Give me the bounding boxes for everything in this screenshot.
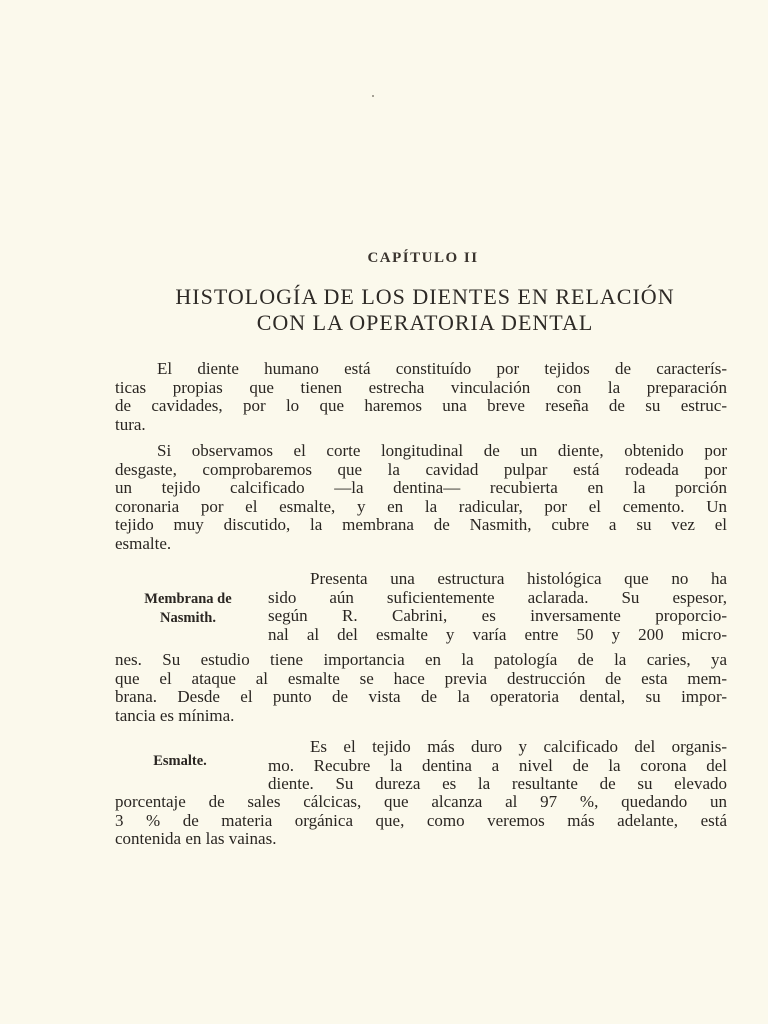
paragraph-line: El diente humano está constituído por tejidos de caracterís- (157, 359, 727, 378)
marginal-heading-nasmith (118, 590, 258, 628)
paragraph-line: sido aún suficientemente aclarada. Su espesor, (268, 587, 727, 607)
paragraph-line: 3 % de materia orgánica que, como veremos más adelante, está (115, 810, 727, 830)
chapter-title-line-2: CON LA OPERATORIA DENTAL (256, 310, 594, 335)
paragraph-line: brana. Desde el punto de vista de la operatoria dental, su impor- (115, 687, 727, 706)
paragraph-line: Presenta una estructura histológica que no ha (310, 569, 727, 588)
paragraph-line: tancia es mínima. (115, 705, 235, 725)
paragraph-line: que el ataque al esmalte se hace previa destrucción de esta mem- (115, 668, 727, 688)
paragraph-longitudinal-cut (115, 442, 727, 553)
paragraph-line: según R. Cabrini, es inversamente proporcio- (268, 606, 727, 625)
paragraph-line: nal al del esmalte y varía entre 50 y 200 micro- (268, 624, 727, 644)
paragraph-line: nes. Su estudio tiene importancia en la patología de la caries, ya (115, 650, 727, 669)
paragraph-nasmith-top (268, 570, 727, 644)
paragraph-line: un tejido calcificado —la dentina— recubierta en la porción (115, 478, 727, 497)
paragraph-line: tejido muy discutido, la membrana de Nasmith, cubre a su vez el (115, 515, 727, 534)
paragraph-intro (115, 360, 727, 434)
paragraph-nasmith-bottom (115, 651, 727, 725)
chapter-title-line-1: HISTOLOGÍA DE LOS DIENTES EN RELACIÓN (175, 284, 675, 309)
paragraph-line: tura. (115, 414, 146, 434)
paragraph-line: esmalte. (115, 533, 172, 553)
chapter-label: CAPÍTULO II (367, 250, 479, 266)
paragraph-line: porcentaje de sales cálcicas, que alcanza al 97 %, quedando un (115, 792, 727, 811)
paragraph-line: contenida en las vainas. (115, 829, 277, 848)
marginal-heading-line: Esmalte. (153, 753, 207, 769)
marginal-heading-line: Nasmith. (160, 610, 216, 626)
paragraph-line: desgaste, comprobaremos que la cavidad pulpar está rodeada por (115, 459, 727, 479)
paragraph-line: de cavidades, por lo que haremos una breve reseña de su estruc- (115, 396, 727, 415)
marginal-heading-line: Membrana de (144, 591, 232, 607)
paragraph-line: Si observamos el corte longitudinal de un diente, obtenido por (157, 441, 727, 460)
paragraph-esmalte-bottom (115, 793, 727, 849)
paragraph-line: Es el tejido más duro y calcificado del organis- (310, 737, 727, 756)
paragraph-line: diente. Su dureza es la resultante de su elevado (268, 774, 727, 793)
paragraph-line: mo. Recubre la dentina a nivel de la corona del (268, 755, 727, 775)
paper-speck (372, 95, 374, 97)
paragraph-esmalte-top (268, 738, 727, 794)
chapter-title (112, 284, 738, 336)
marginal-heading-esmalte (125, 752, 235, 771)
paragraph-line: ticas propias que tienen estrecha vinculación con la preparación (115, 377, 727, 397)
paragraph-line: coronaria por el esmalte, y en la radicular, por el cemento. Un (115, 496, 727, 516)
